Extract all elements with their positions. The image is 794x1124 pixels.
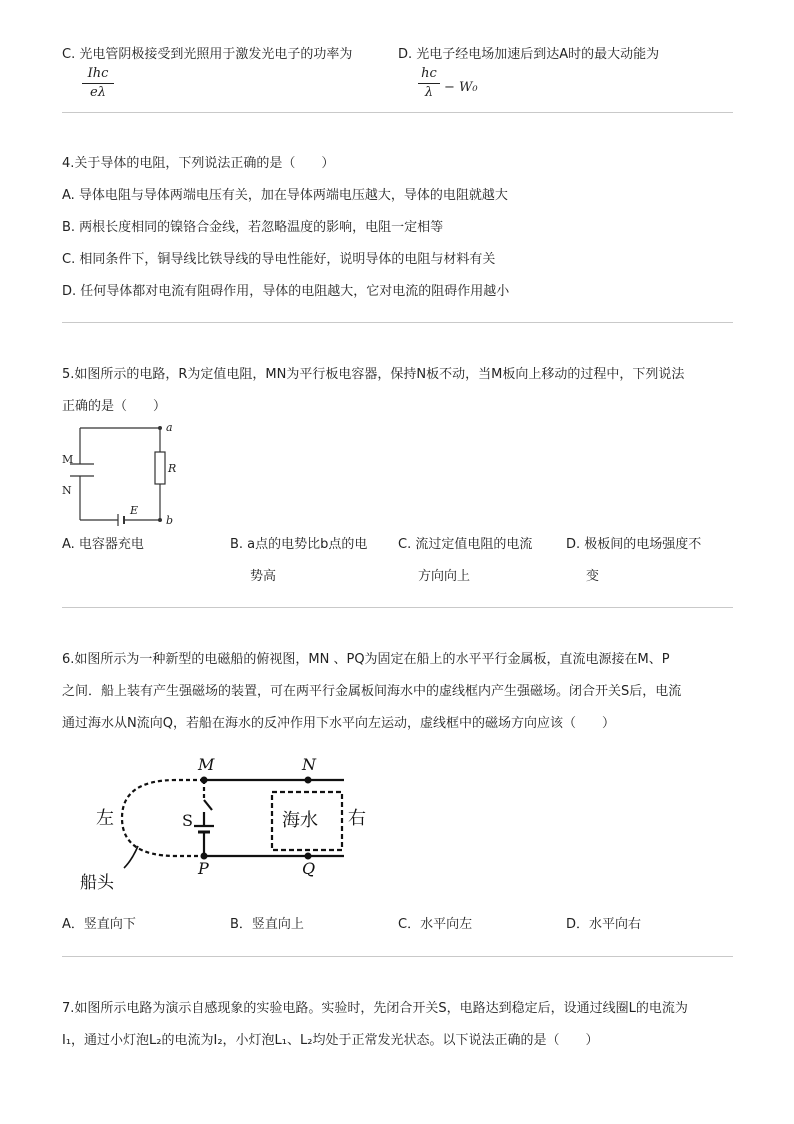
q6-stem-line3: 通过海水从N流向Q，若船在海水的反冲作用下水平向左运动，虚线框中的磁场方向应该（ ） [62,716,615,731]
q6-label-right: 右 [348,808,366,829]
q5-stem-line1: 5.如图所示的电路，R为定值电阻，MN为平行板电容器，保持N板不动，当M板向上移动的过程中，下列说法 [62,367,685,382]
q5-stem-line2: 正确的是（ ） [62,399,167,414]
q6-option-d: D．水平向右 [566,917,642,932]
q5-label-m: M [62,453,74,466]
q6-stem-line1: 6.如图所示为一种新型的电磁船的俯视图，MN 、PQ为固定在船上的水平平行金属板，直流电源接在M、P [62,652,670,667]
q3-d-denominator: λ [424,85,434,100]
q3-option-c-formula [82,66,114,101]
q5-circuit-diagram [60,418,190,530]
q6-label-p: P [198,859,209,878]
q6-label-n: N [302,755,316,774]
q6-label-left: 左 [96,808,114,829]
q7-stem-line1: 7.如图所示电路为演示自感现象的实验电路。实验时，先闭合开关S，电路达到稳定后，设通过线圈L的电流为 [62,1001,688,1016]
q5-option-d-line1: D. 极板间的电场强度不 [566,537,702,552]
q3-c-denominator: eλ [90,85,106,100]
divider [62,956,733,957]
q6-option-c: C．水平向左 [398,917,473,932]
q3-d-numerator: hc [421,66,437,81]
q5-option-c-line1: C. 流过定值电阻的电流 [398,537,533,552]
q4-stem: 4.关于导体的电阻，下列说法正确的是（ ） [62,156,335,171]
q3-option-c: C. 光电管阴极接受到光照用于激发光电子的功率为 [62,47,353,62]
q5-option-c-line2: 方向向上 [418,569,471,584]
q4-option-d: D. 任何导体都对电流有阻碍作用，导体的电阻越大，它对电流的阻碍作用越小 [62,284,510,299]
q5-option-d-line2: 变 [586,569,600,584]
q6-ship-diagram [76,748,376,898]
q4-option-a: A. 导体电阻与导体两端电压有关，加在导体两端电压越大，导体的电阻就越大 [62,188,508,203]
q6-option-a: A．竖直向下 [62,917,136,932]
q5-label-a: a [166,421,173,434]
q4-option-c: C. 相同条件下，铜导线比铁导线的导电性能好，说明导体的电阻与材料有关 [62,252,496,267]
q6-label-q: Q [302,859,316,878]
q6-stem-line2: 之间．船上装有产生强磁场的装置，可在两平行金属板间海水中的虚线框内产生强磁场。闭合开关S后，电流 [62,684,682,699]
q4-option-b: B. 两根长度相同的镍铬合金线，若忽略温度的影响，电阻一定相等 [62,220,444,235]
q6-label-m: M [198,755,215,774]
q5-option-a: A. 电容器充电 [62,537,144,552]
q3-option-d: D. 光电子经电场加速后到达A时的最大动能为 [398,47,660,62]
divider [62,322,733,323]
q3-c-numerator: Ihc [87,66,109,81]
q5-label-e: E [130,504,139,517]
q5-option-b-line2: 势高 [250,569,277,584]
q6-option-b: B．竖直向上 [230,917,304,932]
q3-d-tail: − W₀ [444,80,478,95]
q7-stem-line2: I₁，通过小灯泡L₂的电流为I₂，小灯泡L₁、L₂均处于正常发光状态。以下说法正确的是（ ） [62,1033,599,1048]
q6-label-s: S [182,811,193,830]
q5-option-b-line1: B. a点的电势比b点的电 [230,537,368,552]
q6-label-bow: 船头 [80,873,114,893]
q6-label-water: 海水 [282,810,318,831]
q3-option-d-formula [418,66,440,101]
q5-label-b: b [166,514,174,527]
divider [62,112,733,113]
q5-label-r: R [168,462,177,475]
q5-label-n: N [62,484,72,497]
divider [62,607,733,608]
